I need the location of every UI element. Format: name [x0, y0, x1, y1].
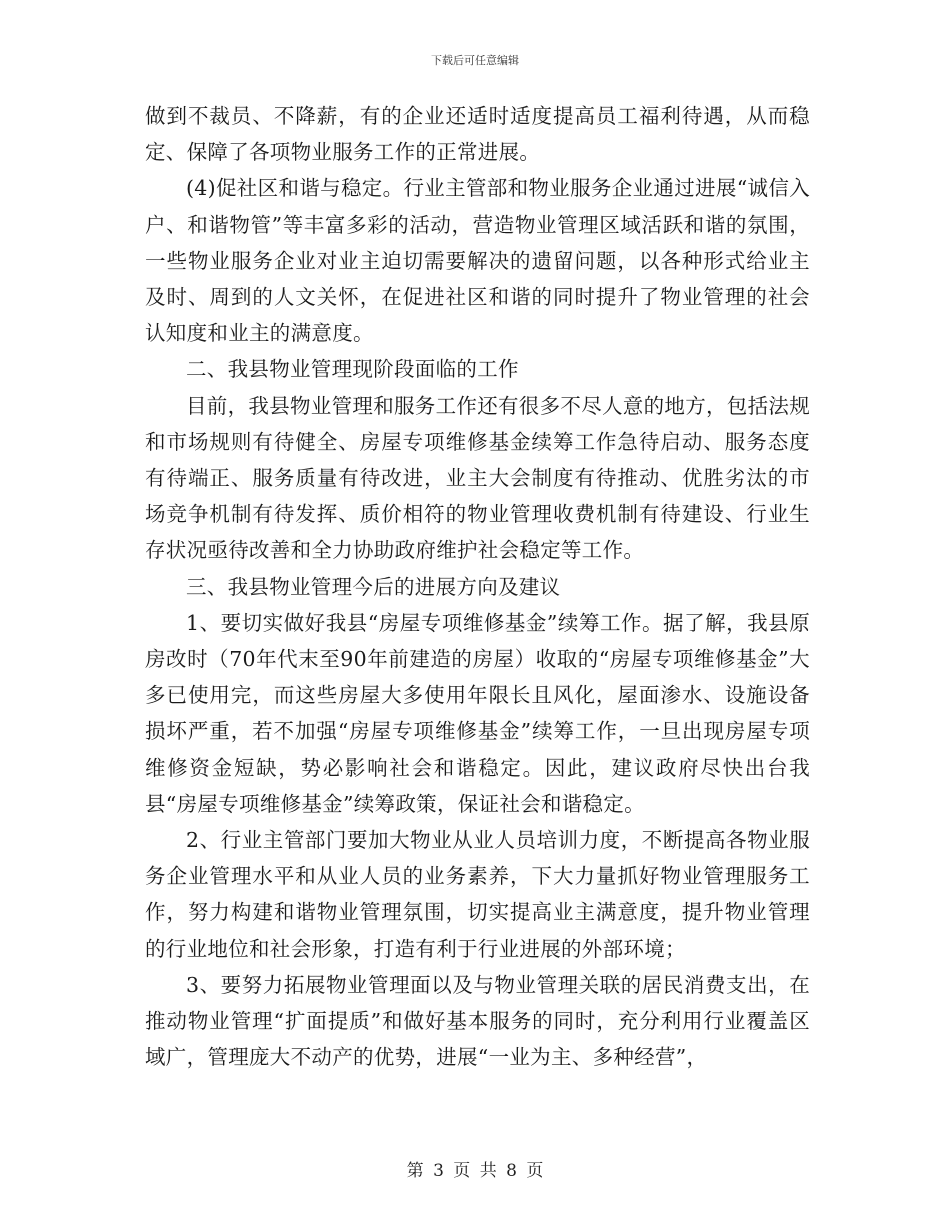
document-body — [145, 98, 810, 1075]
section-heading: 二、我县物业管理现阶段面临的工作 — [186, 357, 519, 382]
paragraph: (4)促社区和谐与稳定。行业主管部和物业服务企业通过进展“诚信入户、和谐物管”等丰富多彩的活动，营造物业管理区域活跃和谐的氛围，一些物业服务企业对业主迫切需要解决的遗留问题，以各种形式给业主及时、周到的人文关怀，在促进社区和谐的同时提升了物业管理的社会认知度和业主的满意度。 — [145, 176, 810, 346]
paragraph: 2、行业主管部门要加大物业从业人员培训力度，不断提高各物业服务企业管理水平和从业人员的业务素养，下大力量抓好物业管理服务工作，努力构建和谐物业管理氛围，切实提高业主满意度，提升物业管理的行业地位和社会形象，打造有利于行业进展的外部环境； — [145, 828, 810, 961]
page-header: 下载后可任意编辑 — [431, 54, 519, 67]
paragraph: 3、要努力拓展物业管理面以及与物业管理关联的居民消费支出，在推动物业管理“扩面提质”和做好基本服务的同时，充分利用行业覆盖区域广，管理庞大不动产的优势，进展“一业为主、多种经营”， — [145, 972, 810, 1070]
paragraph: 1、要切实做好我县“房屋专项维修基金”续筹工作。据了解，我县原房改时（70年代末至90年前建造的房屋）收取的“房屋专项维修基金”大多已使用完，而这些房屋大多使用年限长且风化，屋面渗水、设施设备损坏严重，若不加强“房屋专项维修基金”续筹工作，一旦出现房屋专项维修资金短缺，势必影响社会和谐稳定。因此，建议政府尽快出台我县“房屋专项维修基金”续筹政策，保证社会和谐稳定。 — [145, 610, 810, 816]
page-footer: 第 3 页 共 8 页 — [406, 1161, 544, 1181]
paragraph: 做到不裁员、不降薪，有的企业还适时适度提高员工福利待遇，从而稳定、保障了各项物业服务工作的正常进展。 — [145, 104, 810, 165]
section-heading: 三、我县物业管理今后的进展方向及建议 — [186, 574, 561, 599]
paragraph: 目前，我县物业管理和服务工作还有很多不尽人意的地方，包括法规和市场规则有待健全、房屋专项维修基金续筹工作急待启动、服务态度有待端正、服务质量有待改进，业主大会制度有待推动、优胜劣汰的市场竞争机制有待发挥、质价相符的物业管理收费机制有待建设、行业生存状况亟待改善和全力协助政府维护社会稳定等工作。 — [145, 393, 810, 563]
